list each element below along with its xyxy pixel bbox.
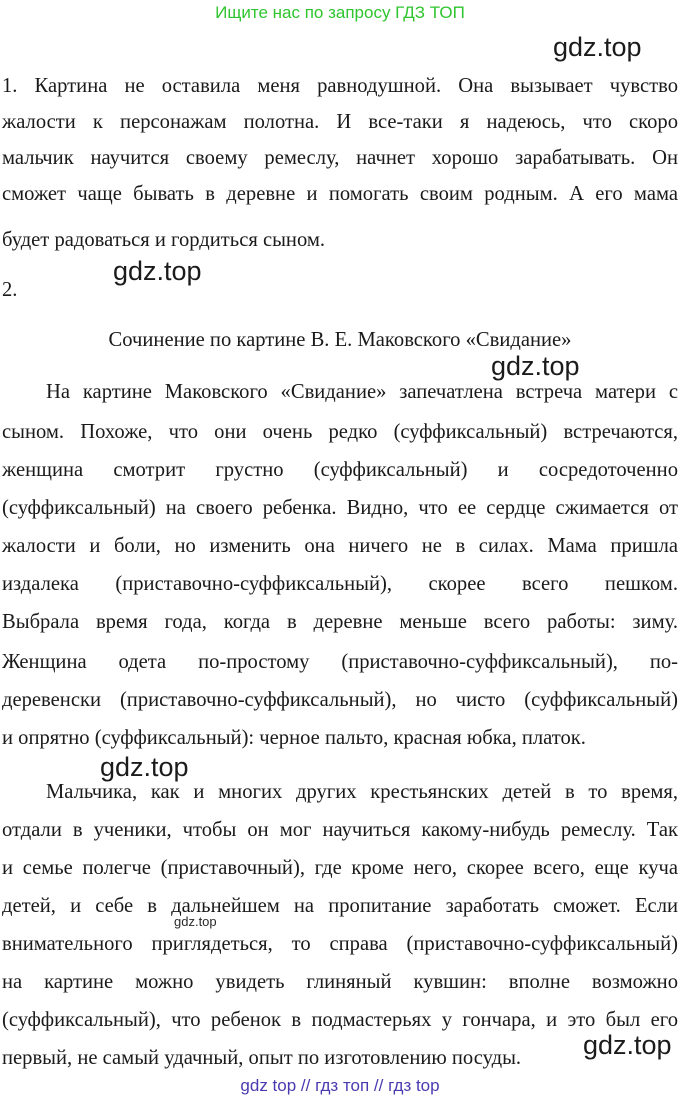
text-line: деревенски (приставочно-суффиксальный), но чисто (суффиксальный) — [2, 689, 678, 711]
watermark: gdz.top — [100, 752, 189, 782]
top-banner: Ищите нас по запросу ГДЗ ТОП — [215, 3, 465, 22]
text-line: и опрятно (суффиксальный): черное пальто, красная юбка, платок. — [2, 727, 586, 749]
text-line: (суффиксальный), что ребенок в подмастерьях у гончара, и это был его — [2, 1009, 678, 1031]
footer-links: gdz top // гдз топ // гдз top — [240, 1076, 440, 1095]
text-line: 2. — [2, 279, 18, 301]
text-line: отдали в ученики, чтобы он мог научиться какому-нибудь ремеслу. Так — [2, 819, 678, 841]
text-line: мальчик научится своему ремеслу, начнет хорошо зарабатывать. Он — [2, 147, 678, 169]
text-line: На картине Маковского «Свидание» запечатлена встреча матери с — [46, 381, 678, 403]
text-line: первый, не самый удачный, опыт по изготовлению посуды. — [2, 1047, 522, 1069]
text-line: будет радоваться и гордиться сыном. — [2, 229, 326, 251]
text-line: 1. Картина не оставила меня равнодушной. Она вызывает чувство — [2, 75, 678, 97]
essay-title: Сочинение по картине В. Е. Маковского «Свидание» — [108, 329, 572, 351]
text-line: (суффиксальный) на своего ребенка. Видно, что ее сердце сжимается от — [2, 497, 678, 519]
text-line: сыном. Похоже, что они очень редко (суффиксальный) встречаются, — [2, 421, 678, 443]
text-line: издалека (приставочно-суффиксальный), скорее всего пешком. — [2, 573, 678, 595]
text-line: жалости к персонажам полотна. И все-таки я надеюсь, что скоро — [2, 111, 678, 133]
text-line: Мальчика, как и многих других крестьянских детей в то время, — [46, 781, 678, 803]
text-line: внимательного приглядеться, то справа (приставочно-суффиксальный) — [2, 933, 678, 955]
watermark: gdz.top — [553, 32, 642, 62]
watermark: gdz.top — [174, 914, 217, 929]
text-line: детей, и себе в дальнейшем на пропитание заработать сможет. Если — [2, 895, 678, 917]
text-line: жалости и боли, но изменить она ничего не в силах. Мама пришла — [2, 535, 678, 557]
text-line: Женщина одета по-простому (приставочно-суффиксальный), по- — [2, 651, 678, 673]
watermark: gdz.top — [491, 351, 580, 381]
text-line: женщина смотрит грустно (суффиксальный) и сосредоточенно — [2, 459, 678, 481]
text-line: на картине можно увидеть глиняный кувшин: вполне возможно — [2, 971, 678, 993]
text-line: и семье полегче (приставочный), где кроме него, скорее всего, еще куча — [2, 857, 678, 879]
watermark: gdz.top — [583, 1030, 672, 1060]
text-line: сможет чаще бывать в деревне и помогать своим родным. А его мама — [2, 183, 678, 205]
text-line: Выбрала время года, когда в деревне меньше всего работы: зиму. — [2, 611, 678, 633]
watermark: gdz.top — [113, 256, 202, 286]
